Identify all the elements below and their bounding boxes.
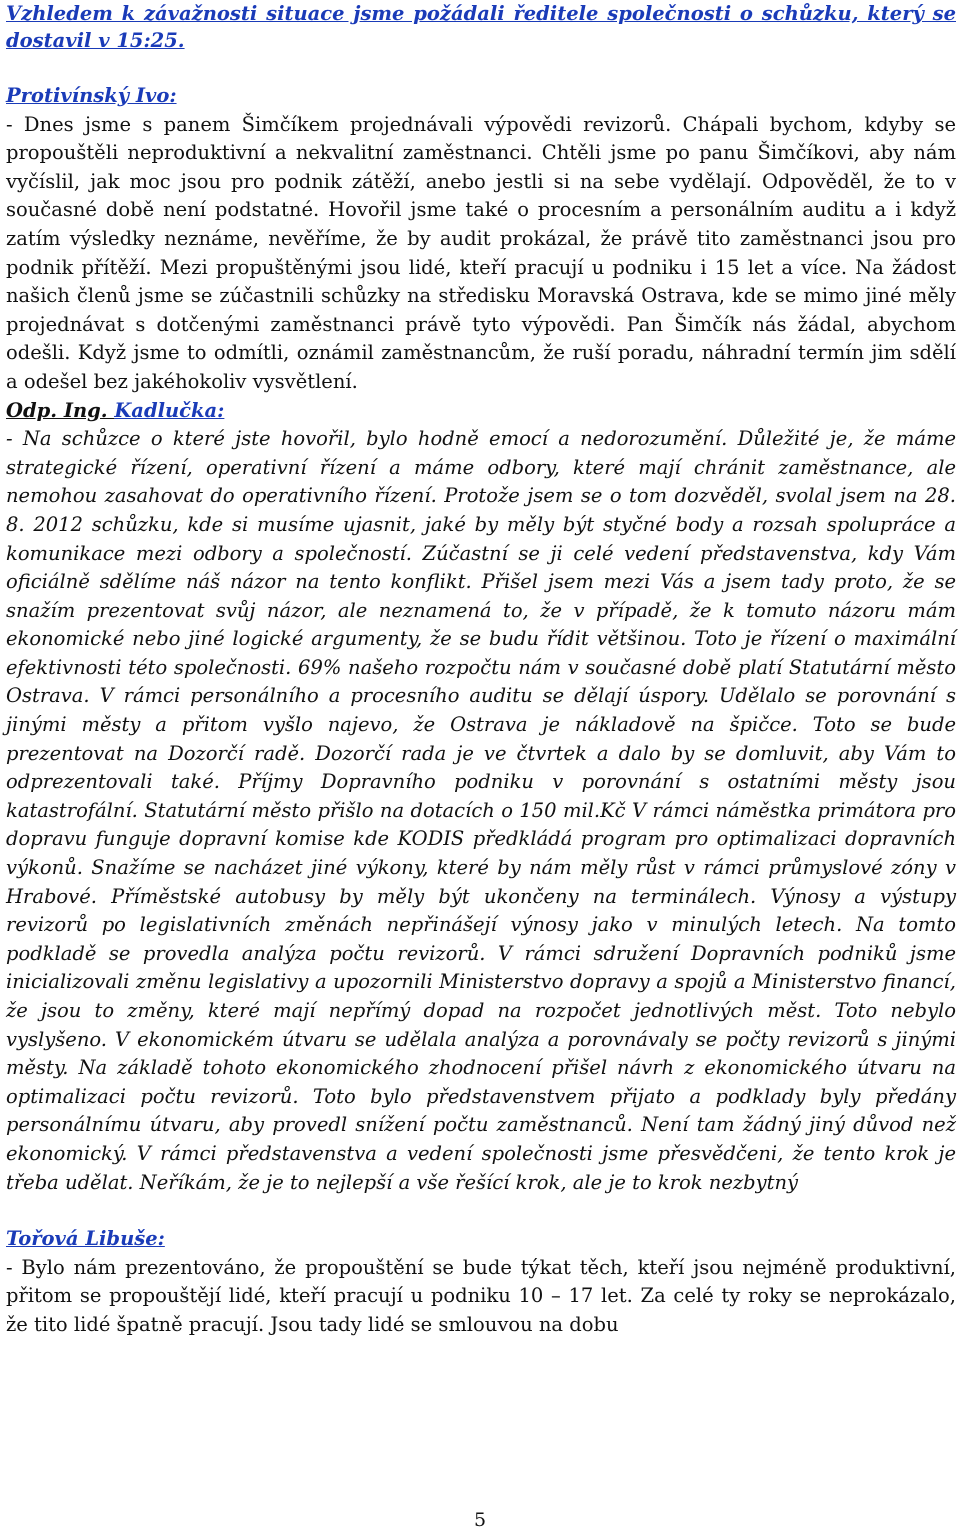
spacer — [6, 54, 956, 82]
document-page — [6, 0, 956, 1340]
speaker-heading-protivinsky: Protivínský Ivo: — [6, 84, 177, 107]
spacer — [6, 1197, 956, 1225]
speech-protivinsky: - Dnes jsme s panem Šimčíkem projednávali výpovědi revizorů. Chápali bychom, kdyby se propouštěli neproduktivní a nekvalitní zaměstnanci. Chtěli jsme po panu Šimčíkovi, aby nám vyčíslil, jak moc jsou pro podnik zátěží, anebo jestli si na sebe vydělají. Odpověděl, že to v současné době není podstatné. Hovořil jsme také o procesním a personálním auditu a i když zatím výsledky neznáme, nevěříme, že by audit prokázal, že právě tito zaměstnanci jsou pro podnik přítěží. Mezi propuštěnými jsou lidé, kteří pracují u podniku i 15 let a více. Na žádost našich členů jsme se zúčastnili schůzky na středisku Moravská Ostrava, kde se mimo jiné měly projednávat s dotčenými zaměstnanci právě tyto výpovědi. Pan Šimčík nás žádal, abychom odešli. Když jsme to odmítli, oznámil zaměstnancům, že ruší poradu, náhradní termín jim sdělí a odešel bez jakéhokoliv vysvětlení. — [6, 112, 956, 393]
speech-torova: - Bylo nám prezentováno, že propouštění se bude týkat těch, kteří jsou nejméně produktivní, přitom se propouštějí lidé, kteří pracují u podniku 10 – 17 let. Za celé ty roky se neprokázalo, že tito lidé špatně pracují. Jsou tady lidé se smlouvou na dobu — [6, 1255, 956, 1336]
speaker-prefix: Odp. Ing. — [6, 398, 115, 422]
speaker-name: Kadlučka: — [114, 398, 225, 422]
speaker-heading-kadlucka — [6, 397, 956, 426]
speech-kadlucka: - Na schůzce o které jste hovořil, bylo hodně emocí a nedorozumění. Důležité je, že máme strategické řízení, operativní řízení a máme odbory, které mají chránit zaměstnance, ale nemohou zasahovat do operativního řízení. Protože jsem se o tom dozvěděl, svolal jsem na 28. 8. 2012 schůzku, kde si musíme ujasnit, jaké by měly být styčné body a rozsah spolupráce a komunikace mezi odbory a společností. Zúčastní se ji celé vedení představenstva, kdy Vám oficiálně sdělíme náš názor na tento konflikt. Přišel jsem mezi Vás a jsem tady proto, že se snažím prezentovat svůj názor, ale neznamená to, že v případě, že k tomuto názoru mám ekonomické nebo jiné logické argumenty, že se budu řídit většinou. Toto je řízení o maximální efektivnosti této společnosti. 69% našeho rozpočtu nám v současné době platí Statutární město Ostrava. V rámci personálního a procesního auditu se dělají úspory. Udělalo se porovnání s jinými městy a přitom vyšlo najevo, že Ostrava je nákladově na špičce. Toto se bude prezentovat na Dozorčí radě. Dozorčí rada je ve čtvrtek a dalo by se domluvit, aby Vám to odprezentovali také. Příjmy Dopravního podniku v porovnání s ostatními městy jsou katastrofální. Statutární město přišlo na dotacích o 150 mil.Kč V rámci náměstka primátora pro dopravu funguje dopravní komise kde KODIS předkládá program pro optimalizaci dopravních výkonů. Snažíme se nacházet jiné výkony, které by nám měly růst v rámci průmyslové zóny v Hrabové. Příměstské autobusy by měly být ukončeny na terminálech. Výnosy a výstupy revizorů po legislativních změnách nepřinášejí výnosy jako v minulých letech. Na tomto podkladě se provedla analýza počtu revizorů. V rámci sdružení Dopravních podniků jsme inicializovali změnu legislativy a upozornili Ministerstvo dopravy a spojů a Ministerstvo financí, že jsou to změny, které mají nepřímý dopad na rozpočet jednotlivých měst. Toto nebylo vyslyšeno. V ekonomickém útvaru se udělala analýza a porovnávaly se počty revizorů s jinými městy. Na základě tohoto ekonomického zhodnocení přišel návrh z ekonomického útvaru na optimalizaci počtu revizorů. Toto bylo představenstvem přijato a podklady byly předány personálnímu útvaru, aby provedl snížení počtu zaměstnanců. Není tam žádný jiný důvod než ekonomický. V rámci představenstva a vedení společnosti jsme přesvědčeni, že tento krok je třeba udělat. Neříkám, že je to nejlepší a vše řešící krok, ale je to krok nezbytný — [6, 427, 956, 1194]
intro-line: Vzhledem k závažnosti situace jsme požádali ředitele společnosti o schůzku, který se dostavil v 15:25. — [6, 2, 956, 52]
speaker-heading-torova: Tořová Libuše: — [6, 1227, 165, 1251]
page-number: 5 — [473, 1509, 487, 1531]
